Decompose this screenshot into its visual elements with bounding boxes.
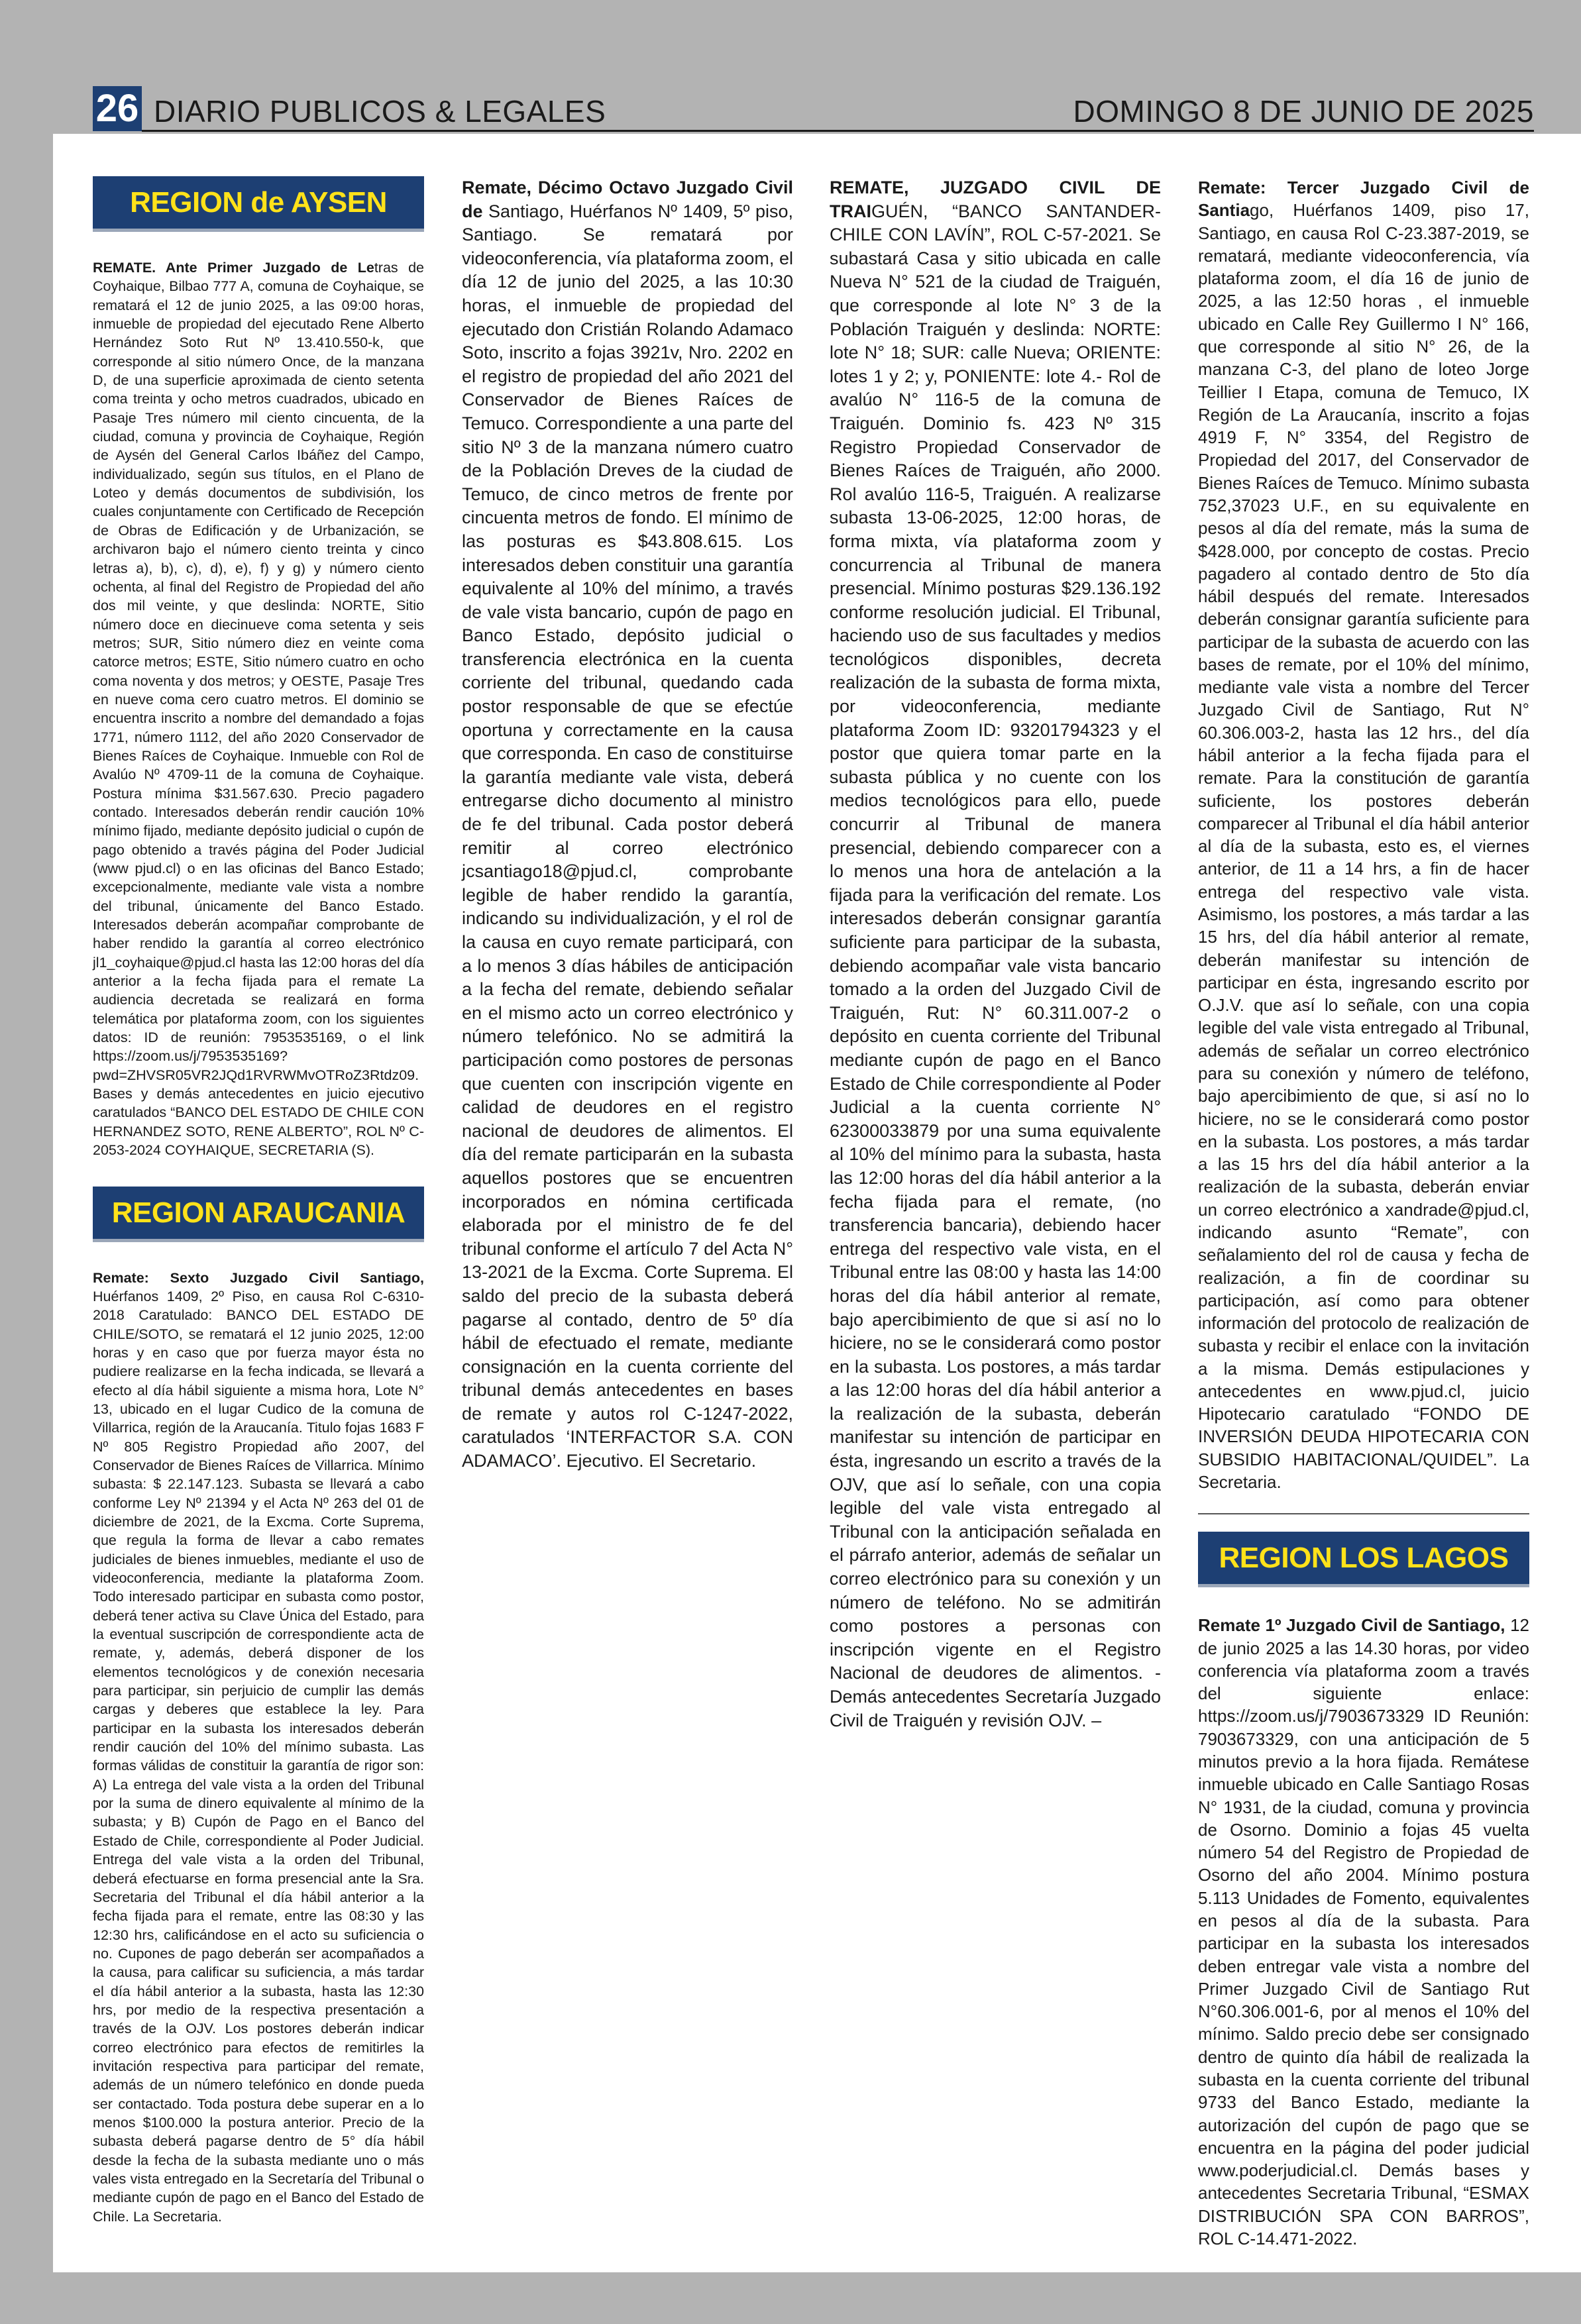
notice-text: tras de Coyhaique, Bilbao 777 A, comuna de Coyhaique, se rematará el 12 de junio 2025, a las 09:00 horas, inmueble de propiedad del ejecutado Rene Alberto Hernández Soto Rut Nº 13.410.550-k, que corresponde al sitio número Once, de la manzana D, de una superficie aproximada de ciento setenta coma treinta y ocho metros cuadrados, ubicado en Pasaje Tres número mil ciento cincuenta, de la ciudad, comuna y provincia de Coyhaique, Región de Aysén del General Carlos Ibáñez del Campo, individualizado, según sus títulos, en el Plano de Loteo y demás documentos de subdivisión, los cuales conjuntamente con Certificado de Recepción de Obras de Edificación y de Urbanización, se archivaron bajo el número ciento treinta y cinco letras a), b), c), d), e), f) y g) y número ciento ochenta, al final del Registro de Propiedad del año dos mil veinte, y que deslinda: NORTE, Sitio número doce en diecinueve coma setenta y seis metros; SUR, Sitio número diez en veinte coma catorce metros; ESTE, Sitio número cuatro en ocho coma noventa y dos metros; y OESTE, Pasaje Tres en nueve coma cero cuatro metros. El dominio se encuentra inscrito a nombre del demandado a fojas 1771, número 1112, del año 2020 Conservador de Bienes Raíces de Coyhaique. Inmueble con Rol de Avalúo Nº 4709-11 de la comuna de Coyhaique. Postura mínima $31.567.630. Precio pagadero contado. Interesados deberán rendir caución 10% mínimo fijado, mediante depósito judicial o cupón de pago obtenido a través página del Poder Judicial (www pjud.cl) o en las oficinas del Banco Estado; excepcionalmente, mediante vale vista a nombre del tribunal, únicamente del Banco Estado. Interesados deberán acompañar comprobante de haber rendido la garantía al correo electrónico jl1_coyhaique@pjud.cl hasta las 12:00 horas del día anterior a la fecha fijada para el remate La audiencia decretada se realizará en forma telemática por plataforma zoom, con los siguientes datos: ID de reunión: 7953535169, o el link https://zoom.us/j/7953535169?pwd=ZHVSR05VR2JQd1RVRWMvOTRoZ3Rtdz09. Bases y demás antecedentes en juicio ejecutivo caratulados “BANCO DEL ESTADO DE CHILE CON HERNANDEZ SOTO, RENE ALBERTO”, ROL Nº C-2053-2024 COYHAIQUE, SECRETARIA (S). [93, 260, 425, 1159]
notice-text: Huérfanos 1409, 2º Piso, en causa Rol C-6310-2018 Caratulado: BANCO DEL ESTADO DE CHILE/SOTO, se rematará el 12 junio 2025, 12:00 horas y en caso que por fuerza mayor ésta no pudiere realizarse en la fecha indicada, se llevará a efecto al día hábil siguiente a misma hora, Lote N° 13, ubicado en el lugar Cudico de la comuna de Villarrica, región de la Araucanía. Titulo fojas 1683 F Nº 805 Registro Propiedad año 2007, del Conservador de Bienes Raíces de Villarrica. Mínimo subasta: $ 22.147.123. Subasta se llevará a cabo conforme Ley Nº 21394 y el Acta Nº 263 del 01 de diciembre de 2021, de la Excma. Corte Suprema, que regula la forma de llevar a cabo remates judiciales de bienes inmuebles, mediante el uso de videoconferencia, mediante la plataforma Zoom. Todo interesado participar en subasta como postor, deberá tener activa su Clave Única del Estado, para la eventual suscripción de correspondiente acta de remate, y, además, deberá disponer de los elementos tecnológicos y de conexión necesaria para participar, sin perjuicio de cumplir las demás cargas y deberes que establece la ley. Para participar en la subasta los interesados deberán rendir caución del 10% del mínimo subasta. Las formas válidas de constituir la garantía de rigor son: A) La entrega del vale vista a la orden del Tribunal por la suma de dinero equivalente al mínimo de la subasta; y B) Cupón de Pago en el Banco del Estado de Chile, correspondiente al Poder Judicial. Entrega del vale vista a la orden del Tribunal, deberá efectuarse en forma presencial ante la Sra. Secretaria del Tribunal el día hábil anterior a la fecha fijada para el remate, entre las 08:30 y las 12:30 hrs, calificándose en el acto su suficiencia o no. Cupones de pago deberán ser acompañados a la causa, para calificar su suficiencia, a más tardar el día hábil anterior a la subasta, hasta las 12:30 hrs, por medio de la respectiva presentación a través de la OJV. Los postores deberán indicar correo electrónico para efectos de remitirles la invitación respectiva para participar del remate, además de un número telefónico en donde pueda ser contactado. Toda postura debe superar en a lo menos $100.000 la postura anterior. Precio de la subasta deberá pagarse dentro de 5° día hábil desde la fecha de la subasta mediante uno o más vales vista entregado en la Secretaría del Tribunal o mediante cupón de pago en el Banco del Estado de Chile. La Secretaria. [93, 1288, 424, 2225]
notice-osorno [1198, 1614, 1529, 2250]
section-header-los-lagos: REGION LOS LAGOS [1198, 1532, 1529, 1587]
notice-lead: REMATE, JUZGADO CIVIL DE TRAI [830, 178, 1161, 221]
notice-lead: Remate: Tercer Juzgado Civil de Santia [1198, 178, 1529, 221]
publication-name: DIARIO PUBLICOS & LEGALES [154, 94, 606, 129]
notice-lead: Remate, Décimo Octavo Juzgado Civil de [462, 178, 793, 221]
notice-temuco-quidel [1198, 176, 1529, 1493]
page-number: 26 [93, 86, 142, 131]
column-4 [1198, 176, 1529, 2250]
notice-temuco-adamaco [462, 176, 793, 1473]
column-1 [93, 176, 424, 2226]
header-rule [142, 130, 1534, 132]
publication-date: DOMINGO 8 DE JUNIO DE 2025 [1073, 94, 1534, 129]
section-header-aysen: REGION de AYSEN [93, 176, 424, 232]
notice-separator [1198, 1513, 1529, 1514]
notice-lead: Remate: Sexto Juzgado Civil Santiago, [93, 1269, 424, 1286]
notice-villarrica [93, 1269, 424, 2227]
notice-coyhaique [93, 258, 424, 1160]
page-header [93, 86, 1534, 131]
notice-text: go, Huérfanos 1409, piso 17, Santiago, en causa Rol C-23.387-2019, se rematará, mediante videoconferencia, vía plataforma zoom, el día 16 de junio de 2025, a las 12:50 horas , el inmueble ubicado en Calle Rey Guillermo I N° 166, que corresponde al sitio N° 26, de la manzana C-3, del plano de loteo Jorge Teillier I Etapa, comuna de Temuco, IX Región de La Araucanía, inscrito a fojas 4919 F, N° 3354, del Registro de Propiedad del 2017, del Conservador de Bienes Raíces de Temuco. Mínimo subasta 752,37023 U.F., en su equivalente en pesos al día del remate, más la suma de $428.000, por concepto de costas. Precio pagadero al contado dentro de 5to día hábil después del remate. Interesados deberán consignar garantía suficiente para participar de la subasta de acuerdo con las bases de remate, por el 10% del mínimo, mediante vale vista a nombre del Tercer Juzgado Civil de Santiago, Rut N° 60.306.003-2, hasta las 12 hrs., del día hábil anterior a la fecha fijada para el remate. Para la constitución de garantía suficiente, los postores deberán comparecer al Tribunal el día hábil anterior al día de la subasta, esto es, el viernes anterior, de 11 a 14 hrs, a fin de hacer entrega del respectivo vale vista. Asimismo, los postores, a más tardar a las 15 hrs, del día hábil anterior al remate, deberán manifestar su intención de participar en ésta, ingresando escrito por O.J.V. que así lo señale, con una copia legible del vale vista entregado al Tribunal, además de señalar un correo electrónico para su conexión y número de teléfono, bajo apercibimiento de que, si así no lo hiciere, no se le considerará como postor en la subasta. Los postores, a más tardar a las 15 hrs del día hábil anterior a la realización de la subasta, deberán enviar un correo electrónico a xandrade@pjud.cl, indicando asunto “Remate”, con señalamiento del rol de causa y fecha de realización, a fin de coordinar su participación, así como para obtener información del protocolo de realización de subasta y recibir el enlace con la invitación a la misma. Demás estipulaciones y antecedentes en www.pjud.cl, juicio Hipotecario caratulado “FONDO DE INVERSIÓN DEUDA HIPOTECARIA CON SUBSIDIO HABITACIONAL/QUIDEL”. La Secretaria. [1198, 200, 1529, 1493]
column-3 [830, 176, 1161, 1732]
notice-traiguen [830, 176, 1161, 1732]
notice-lead: Remate 1º Juzgado Civil de Santiago, [1198, 1615, 1505, 1636]
column-2 [462, 176, 793, 1473]
notice-text: 12 de junio 2025 a las 14.30 horas, por video conferencia vía plataforma zoom a través del siguiente enlace: https://zoom.us/j/7903673329 ID Reunión: 7903673329, con una anticipación de 5 minutos previo a la hora fijada. Remátese inmueble ubicado en Calle Santiago Rosas N° 1931, de la ciudad, comuna y provincia de Osorno. Dominio a fojas 45 vuelta número 54 del Registro de Propiedad de Osorno del año 2004. Mínimo postura 5.113 Unidades de Fomento, equivalentes en pesos al día de la subasta. Para participar en la subasta los interesados deben entregar vale vista a nombre del Primer Juzgado Civil de Santiago Rut N°60.306.001-6, por al menos el 10% del mínimo. Saldo precio debe ser consignado dentro de quinto día hábil de realizada la subasta en la cuenta corriente del tribunal 9733 del Banco Estado, mediante la autorización del cupón de pago que se encuentra en la página del poder judicial www.poderjudicial.cl. Demás bases y antecedentes Secretaria Tribunal, “ESMAX DISTRIBUCIÓN SPA CON BARROS”, ROL C-14.471-2022. [1198, 1615, 1529, 2248]
section-header-araucania: REGION ARAUCANIA [93, 1187, 424, 1242]
notice-lead: REMATE. Ante Primer Juzgado de Le [93, 260, 374, 276]
notice-text: GUÉN, “BANCO SANTANDER-CHILE CON LAVÍN”, ROL C-57-2021. Se subastará Casa y sitio ubicada en calle Nueva N° 521 de la ciudad de Traiguén, que corresponde al lote N° 3 de la Población Traiguén y deslinda: NORTE: lote N° 18; SUR: calle Nueva; ORIENTE: lotes 1 y 2; y, PONIENTE: lote 4.- Rol de avalúo N° 116-5 de la comuna de Traiguén. Dominio fs. 423 Nº 315 Registro Propiedad Conservador de Bienes Raíces de Traiguén, año 2000. Rol avalúo 116-5, Traiguén. A realizarse subasta 13-06-2025, 12:00 horas, de forma mixta, vía plataforma zoom y concurrencia al Tribunal de manera presencial. Mínimo posturas $29.136.192 conforme resolución judicial. El Tribunal, haciendo uso de sus facultades y medios tecnológicos disponibles, decreta realización de la subasta de forma mixta, por videoconferencia, mediante plataforma Zoom ID: 93201794323 y el postor que quiera tomar parte en la subasta pública y no cuente con los medios tecnológicos para ello, puede concurrir al Tribunal de manera presencial, debiendo comparecer con a lo menos una hora de antelación a la fijada para la verificación del remate. Los interesados deberán consignar garantía suficiente para participar de la subasta, debiendo acompañar vale vista bancario tomado a la orden del Juzgado Civil de Traiguén, Rut: N° 60.311.007-2 o depósito en cuenta corriente del Tribunal mediante cupón de pago en el Banco Estado de Chile correspondiente al Poder Judicial a la cuenta corriente N° 62300033879 por una suma equivalente al 10% del mínimo para la subasta, hasta las 12:00 horas del día hábil anterior a la fecha fijada para el remate, (no transferencia bancaria), debiendo hacer entrega del respectivo vale vista, en el Tribunal entre las 08:00 y hasta las 14:00 horas del día hábil anterior al remate, bajo apercibimiento de que si así no lo hiciere, no se le considerará como postor en la subasta. Los postores, a más tardar a las 12:00 horas del día hábil anterior a la realización de la subasta, deberán manifestar su intención de participar en ésta, ingresando un escrito a través de la OJV, que así lo señale, con una copia legible del vale vista entregado al Tribunal con la anticipación señalada en el párrafo anterior, además de señalar un correo electrónico para su conexión y un número de teléfono. No se admitirán como postores a personas con inscripción vigente en el Registro Nacional de deudores de alimentos. - Demás antecedentes Secretaría Juzgado Civil de Traiguén y revisión OJV. – [830, 201, 1161, 1730]
notice-text: Santiago, Huérfanos Nº 1409, 5º piso, Santiago. Se rematará por videoconferencia, vía plataforma zoom, el día 12 de junio del 2025, a las 10:30 horas, el inmueble de propiedad del ejecutado don Cristián Rolando Adamaco Soto, inscrito a fojas 3921v, Nro. 2202 en el registro de propiedad del año 2021 del Conservador de Bienes Raíces de Temuco. Correspondiente a una parte del sitio Nº 3 de la manzana número cuatro de la Población Dreves de la ciudad de Temuco, de cinco metros de frente por cincuenta metros de fondo. El mínimo de las posturas es $43.808.615. Los interesados deben constituir una garantía equivalente al 10% del mínimo, a través de vale vista bancario, cupón de pago en Banco Estado, depósito judicial o transferencia electrónica en la cuenta corriente del tribunal, quedando cada postor responsable de que se efectúe oportuna y correctamente en la causa que corresponda. En caso de constituirse la garantía mediante vale vista, deberá entregarse dicho documento al ministro de fe del tribunal. Cada postor deberá remitir al correo electrónico jcsantiago18@pjud.cl, comprobante legible de haber rendido la garantía, indicando su individualización, y el rol de la causa en cuyo remate participará, con a lo menos 3 días hábiles de anticipación a la fecha del remate, debiendo señalar en el mismo acto un correo electrónico y número telefónico. No se admitirá la participación como postores de personas que cuenten con inscripción vigente en calidad de deudores en el registro nacional de deudores de alimentos. El día del remate participarán en la subasta aquellos postores que se encuentren incorporados en nómina certificada elaborada por el ministro de fe del tribunal conforme el artículo 7 del Acta N° 13-2021 de la Excma. Corte Suprema. El saldo del precio de la subasta deberá pagarse al contado, dentro de 5º día hábil de efectuado el remate, mediante consignación en la cuenta corriente del tribunal demás antecedentes en bases de remate y autos rol C-1247-2022, caratulados ‘INTERFACTOR S.A. CON ADAMACO’. Ejecutivo. El Secretario. [462, 201, 793, 1471]
